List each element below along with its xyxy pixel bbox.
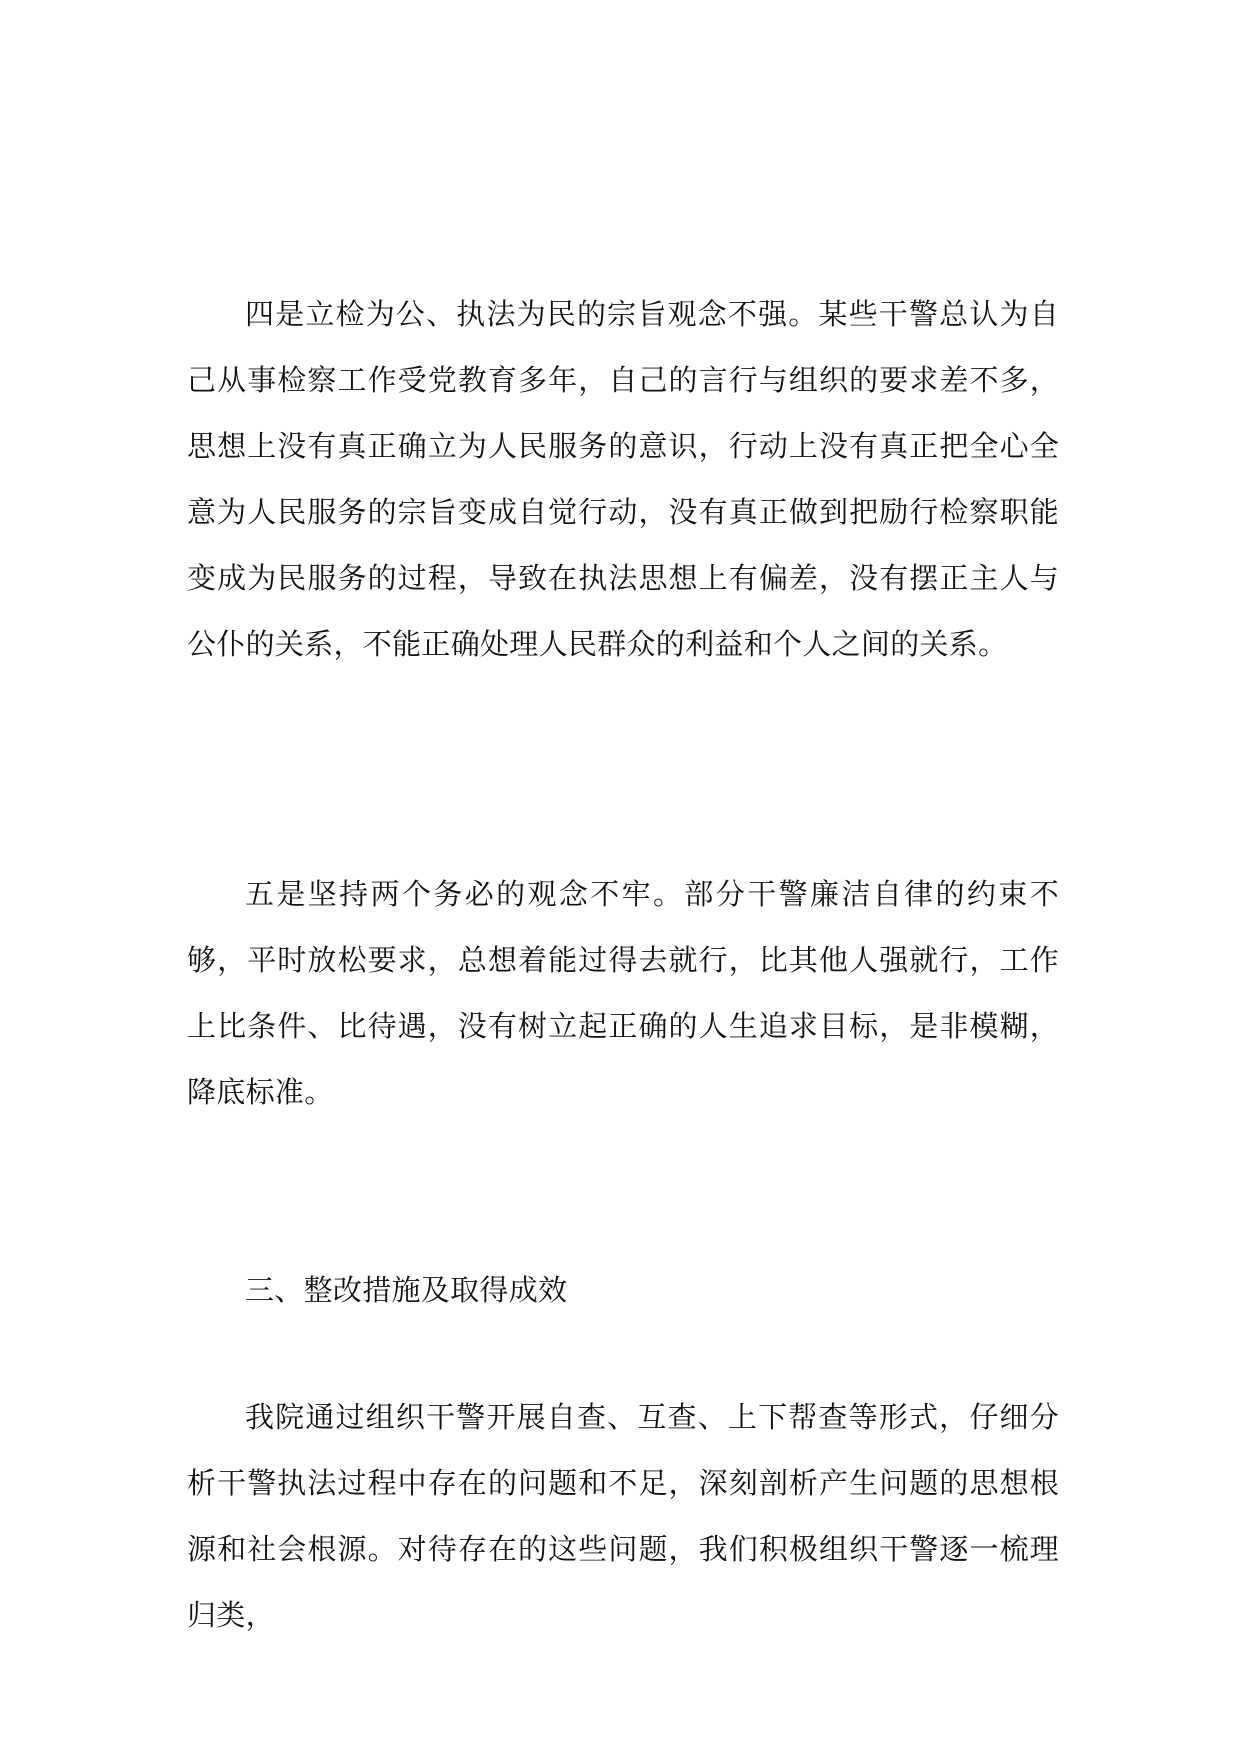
section-heading: 三、整改措施及取得成效 [245,1273,568,1307]
section-paragraph: 我院通过组织干警开展自查、互查、上下帮查等形式，仔细分析干警执法过程中存在的问题和不足，深刻剖析产生问题的思想根源和社会根源。对待存在的这些问题，我们积极组织干警逐一梳理归类， [187,1400,1059,1632]
paragraph-four: 四是立检为公、执法为民的宗旨观念不强。某些干警总认为自己从事检察工作受党教育多年，自己的言行与组织的要求差不多，思想上没有真正确立为人民服务的意识，行动上没有真正把全心全意为人民服务的宗旨变成自觉行动，没有真正做到把励行检察职能变成为民服务的过程，导致在执法思想上有偏差，没有摆正主人与公仆的关系，不能正确处理人民群众的利益和个人之间的关系。 [187,297,1059,661]
paragraph-five: 五是坚持两个务必的观念不牢。部分干警廉洁自律的约束不够，平时放松要求，总想着能过得去就行，比其他人强就行，工作上比条件、比待遇，没有树立起正确的人生追求目标，是非模糊，降底标准。 [187,877,1059,1109]
